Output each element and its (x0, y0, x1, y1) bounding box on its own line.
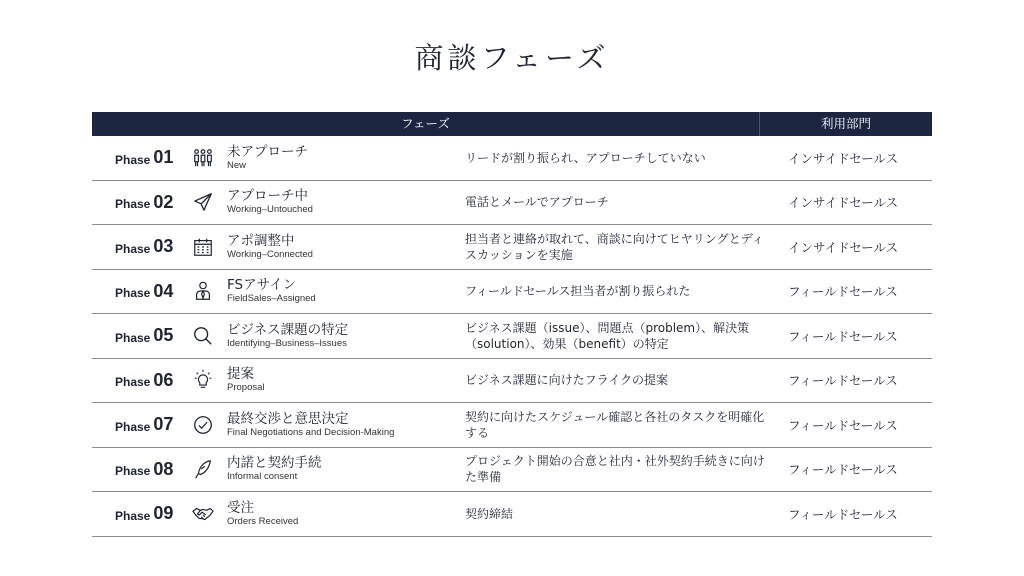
phase-description: ビジネス課題（issue）、問題点（problem）、解決策（solution）、効果（benefit）の特定 (465, 320, 750, 351)
table-row (92, 270, 932, 315)
phase-names (227, 448, 322, 492)
phase-department: フィールドセールス (788, 373, 898, 389)
phase-number: 08 (153, 458, 174, 479)
table-row (92, 403, 932, 448)
table-row (92, 136, 932, 181)
phase-names (227, 270, 316, 314)
phase-number: 03 (153, 236, 174, 257)
phase-label (115, 492, 173, 536)
check-circle-icon (192, 414, 214, 436)
phase-word: Phase (115, 152, 151, 167)
phase-word: Phase (115, 508, 151, 523)
phase-name-jp: 未アプローチ (227, 143, 308, 160)
phase-names (227, 403, 394, 447)
phase-name-en: FieldSales–Assigned (227, 293, 316, 305)
phase-description: 契約締結 (465, 506, 514, 521)
table-row (92, 314, 932, 359)
phase-name-en: Identifying–Business–Issues (227, 337, 347, 349)
phase-word: Phase (115, 464, 151, 479)
phase-name-en: New (227, 159, 247, 171)
phase-name-en: Final Negotiations and Decision-Making (227, 426, 395, 438)
phase-name-jp: アポ調整中 (227, 232, 295, 249)
phase-name-en: Working–Connected (227, 248, 313, 260)
phase-word: Phase (115, 330, 151, 345)
phase-number: 06 (153, 369, 174, 390)
phase-description: 契約に向けたスケジュール確認と各社のタスクを明確化する (465, 409, 765, 440)
phase-department: フィールドセールス (788, 417, 898, 433)
phase-number: 04 (153, 280, 174, 301)
phase-description: フィールドセールス担当者が割り振られた (465, 284, 691, 299)
phase-word: Phase (115, 286, 151, 301)
table-row (92, 448, 932, 493)
phase-table (92, 112, 932, 537)
phase-label (115, 403, 173, 447)
header-department: 利用部門 (820, 116, 871, 131)
table-row (92, 492, 932, 537)
phase-name-jp: 最終交渉と意思決定 (227, 410, 349, 427)
phase-number: 09 (153, 503, 174, 524)
person-suit-icon (192, 280, 214, 302)
phase-department: フィールドセールス (788, 506, 898, 522)
phase-department: フィールドセールス (788, 328, 898, 344)
phase-word: Phase (115, 241, 151, 256)
phase-label (115, 314, 173, 358)
phase-word: Phase (115, 375, 151, 390)
phase-department: インサイドセールス (788, 150, 899, 166)
calendar-icon (192, 236, 214, 258)
phase-names (227, 314, 348, 358)
paper-plane-icon (192, 191, 214, 213)
people-icon (192, 147, 214, 169)
phase-department: インサイドセールス (788, 195, 899, 211)
table-row (92, 181, 932, 226)
phase-label (115, 136, 173, 180)
table-header (92, 112, 932, 136)
handshake-icon (192, 503, 214, 525)
phase-number: 07 (153, 414, 174, 435)
quill-pen-icon (192, 458, 214, 480)
phase-name-jp: 提案 (227, 366, 254, 383)
phase-description: 担当者と連絡が取れて、商談に向けてヒヤリングとディスカッションを実施 (465, 231, 764, 262)
phase-names (227, 181, 313, 225)
header-phase: フェーズ (92, 112, 760, 136)
phase-department: フィールドセールス (788, 462, 898, 478)
phase-names (227, 359, 265, 403)
phase-names (227, 136, 308, 180)
phase-description: 電話とメールでアプローチ (465, 195, 609, 210)
phase-name-jp: 内諾と契約手続 (227, 455, 322, 472)
phase-label (115, 448, 173, 492)
table-row (92, 225, 932, 270)
phase-name-jp: FSアサイン (227, 277, 297, 294)
phase-name-en: Working–Untouched (227, 204, 313, 216)
phase-label (115, 181, 173, 225)
phase-number: 02 (153, 191, 174, 212)
phase-label (115, 270, 173, 314)
phase-department: フィールドセールス (788, 284, 898, 300)
phase-name-jp: 受注 (227, 499, 254, 516)
phase-label (115, 359, 173, 403)
phase-name-jp: アプローチ中 (227, 188, 308, 205)
phase-number: 05 (153, 325, 174, 346)
phase-name-en: Proposal (227, 382, 265, 394)
lightbulb-icon (192, 369, 214, 391)
phase-word: Phase (115, 197, 151, 212)
phase-word: Phase (115, 419, 151, 434)
phase-description: リードが割り振られ、アプローチしていない (465, 150, 706, 165)
phase-description: プロジェクト開始の合意と社内・社外契約手続きに向けた準備 (465, 454, 765, 485)
phase-names (227, 225, 313, 269)
table-row (92, 359, 932, 404)
phase-names (227, 492, 298, 536)
phase-name-jp: ビジネス課題の特定 (227, 321, 349, 338)
phase-description: ビジネス課題に向けたフライクの提案 (465, 373, 669, 388)
phase-department: インサイドセールス (788, 239, 899, 255)
magnifier-icon (192, 325, 214, 347)
phase-number: 01 (153, 147, 174, 168)
phase-name-en: Orders Received (227, 515, 299, 527)
page-title: 商談フェーズ (414, 41, 610, 75)
phase-name-en: Informal consent (227, 471, 298, 483)
phase-label (115, 225, 173, 269)
